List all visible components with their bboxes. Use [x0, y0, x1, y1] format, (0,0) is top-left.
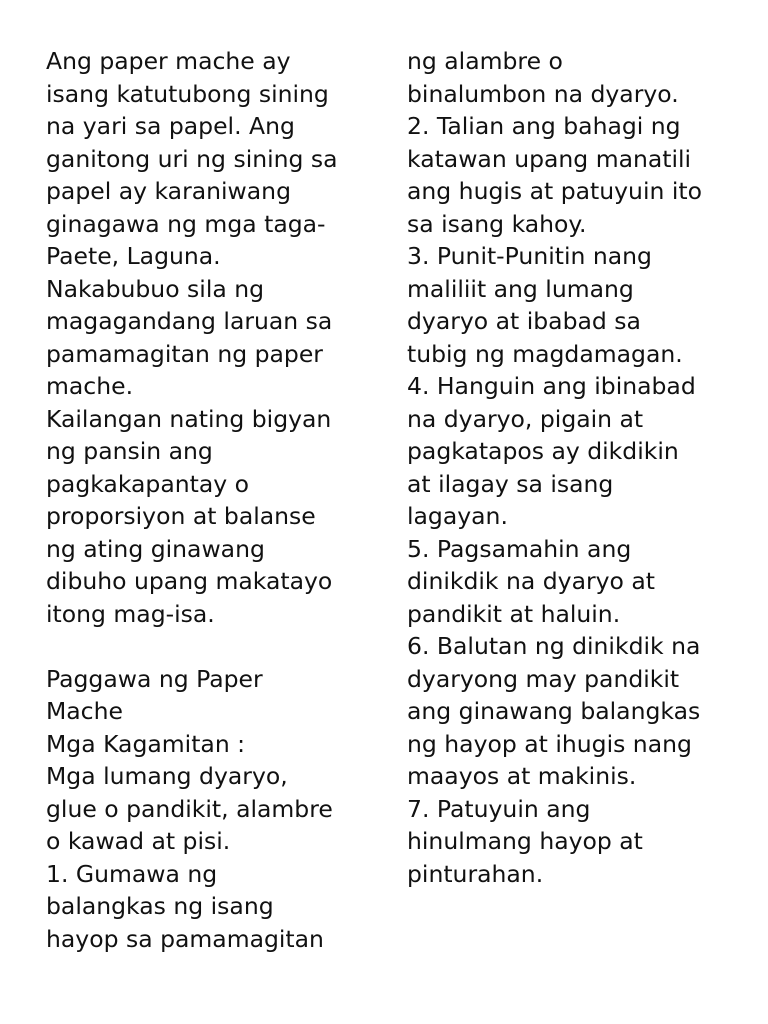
text-line: 6. Balutan ng dinikdik na [407, 632, 701, 660]
text-line: na yari sa papel. Ang [46, 112, 295, 140]
text-line: pandikit at haluin. [407, 599, 621, 628]
text-line: sa isang kahoy. [407, 209, 587, 238]
text-line: ang ginawang balangkas [407, 697, 701, 725]
text-line: na dyaryo, pigain at [407, 404, 644, 433]
text-line: lagayan. [407, 502, 508, 530]
text-line: proporsiyon at balanse [46, 502, 316, 530]
text-line: Mache [46, 697, 123, 725]
text-line: 3. Punit-Punitin nang [407, 242, 652, 270]
text-line: pagkakapantay o [46, 469, 250, 498]
left-text-column [46, 45, 376, 955]
text-line: Mga Kagamitan : [46, 729, 246, 758]
text-line: tubig ng magdamagan. [407, 339, 683, 368]
text-line: Paete, Laguna. [46, 242, 221, 270]
text-line: 1. Gumawa ng [46, 859, 218, 888]
text-line: Paggawa ng Paper [46, 664, 263, 693]
text-line: isang katutubong sining [46, 79, 329, 108]
text-line: magagandang laruan sa [46, 307, 333, 335]
text-line: pamamagitan ng paper [46, 339, 323, 368]
text-line: Mga lumang dyaryo, [46, 762, 288, 790]
text-line: dyaryo at ibabad sa [407, 307, 641, 335]
right-text-column [407, 45, 737, 890]
text-line: hinulmang hayop at [407, 827, 643, 855]
text-line: pinturahan. [407, 859, 544, 888]
text-line: balangkas ng isang [46, 892, 274, 920]
text-line: o kawad at pisi. [46, 827, 231, 855]
text-line: Kailangan nating bigyan [46, 404, 332, 433]
text-line: binalumbon na dyaryo. [407, 79, 679, 108]
text-line: mache. [46, 372, 134, 400]
text-line: Ang paper mache ay [46, 47, 291, 75]
text-line: ang hugis at patuyuin ito [407, 177, 702, 205]
text-line: dinikdik na dyaryo at [407, 567, 656, 595]
text-line: ng pansin ang [46, 437, 213, 465]
text-line: 2. Talian ang bahagi ng [407, 112, 681, 140]
text-line: ganitong uri ng sining sa [46, 144, 338, 173]
text-line: ng ating ginawang [46, 534, 265, 563]
text-line: 7. Patuyuin ang [407, 794, 591, 823]
text-line: ginagawa ng mga taga- [46, 209, 326, 238]
text-line: dibuho upang makatayo [46, 567, 333, 595]
text-line: ng alambre o [407, 47, 563, 75]
text-line: 4. Hanguin ang ibinabad [407, 372, 696, 400]
text-line: hayop sa pamamagitan [46, 924, 324, 953]
text-line [46, 630, 376, 663]
text-line: itong mag-isa. [46, 599, 215, 628]
text-line: maliliit ang lumang [407, 274, 634, 303]
text-line: 5. Pagsamahin ang [407, 534, 632, 563]
text-line: maayos at makinis. [407, 762, 637, 790]
text-line: pagkatapos ay dikdikin [407, 437, 679, 465]
text-line: Nakabubuo sila ng [46, 274, 265, 303]
text-line: dyaryong may pandikit [407, 664, 680, 693]
text-line: ng hayop at ihugis nang [407, 729, 692, 758]
text-line: katawan upang manatili [407, 144, 692, 173]
text-line: glue o pandikit, alambre [46, 794, 333, 823]
text-line: papel ay karaniwang [46, 177, 291, 205]
text-line: at ilagay sa isang [407, 469, 614, 498]
